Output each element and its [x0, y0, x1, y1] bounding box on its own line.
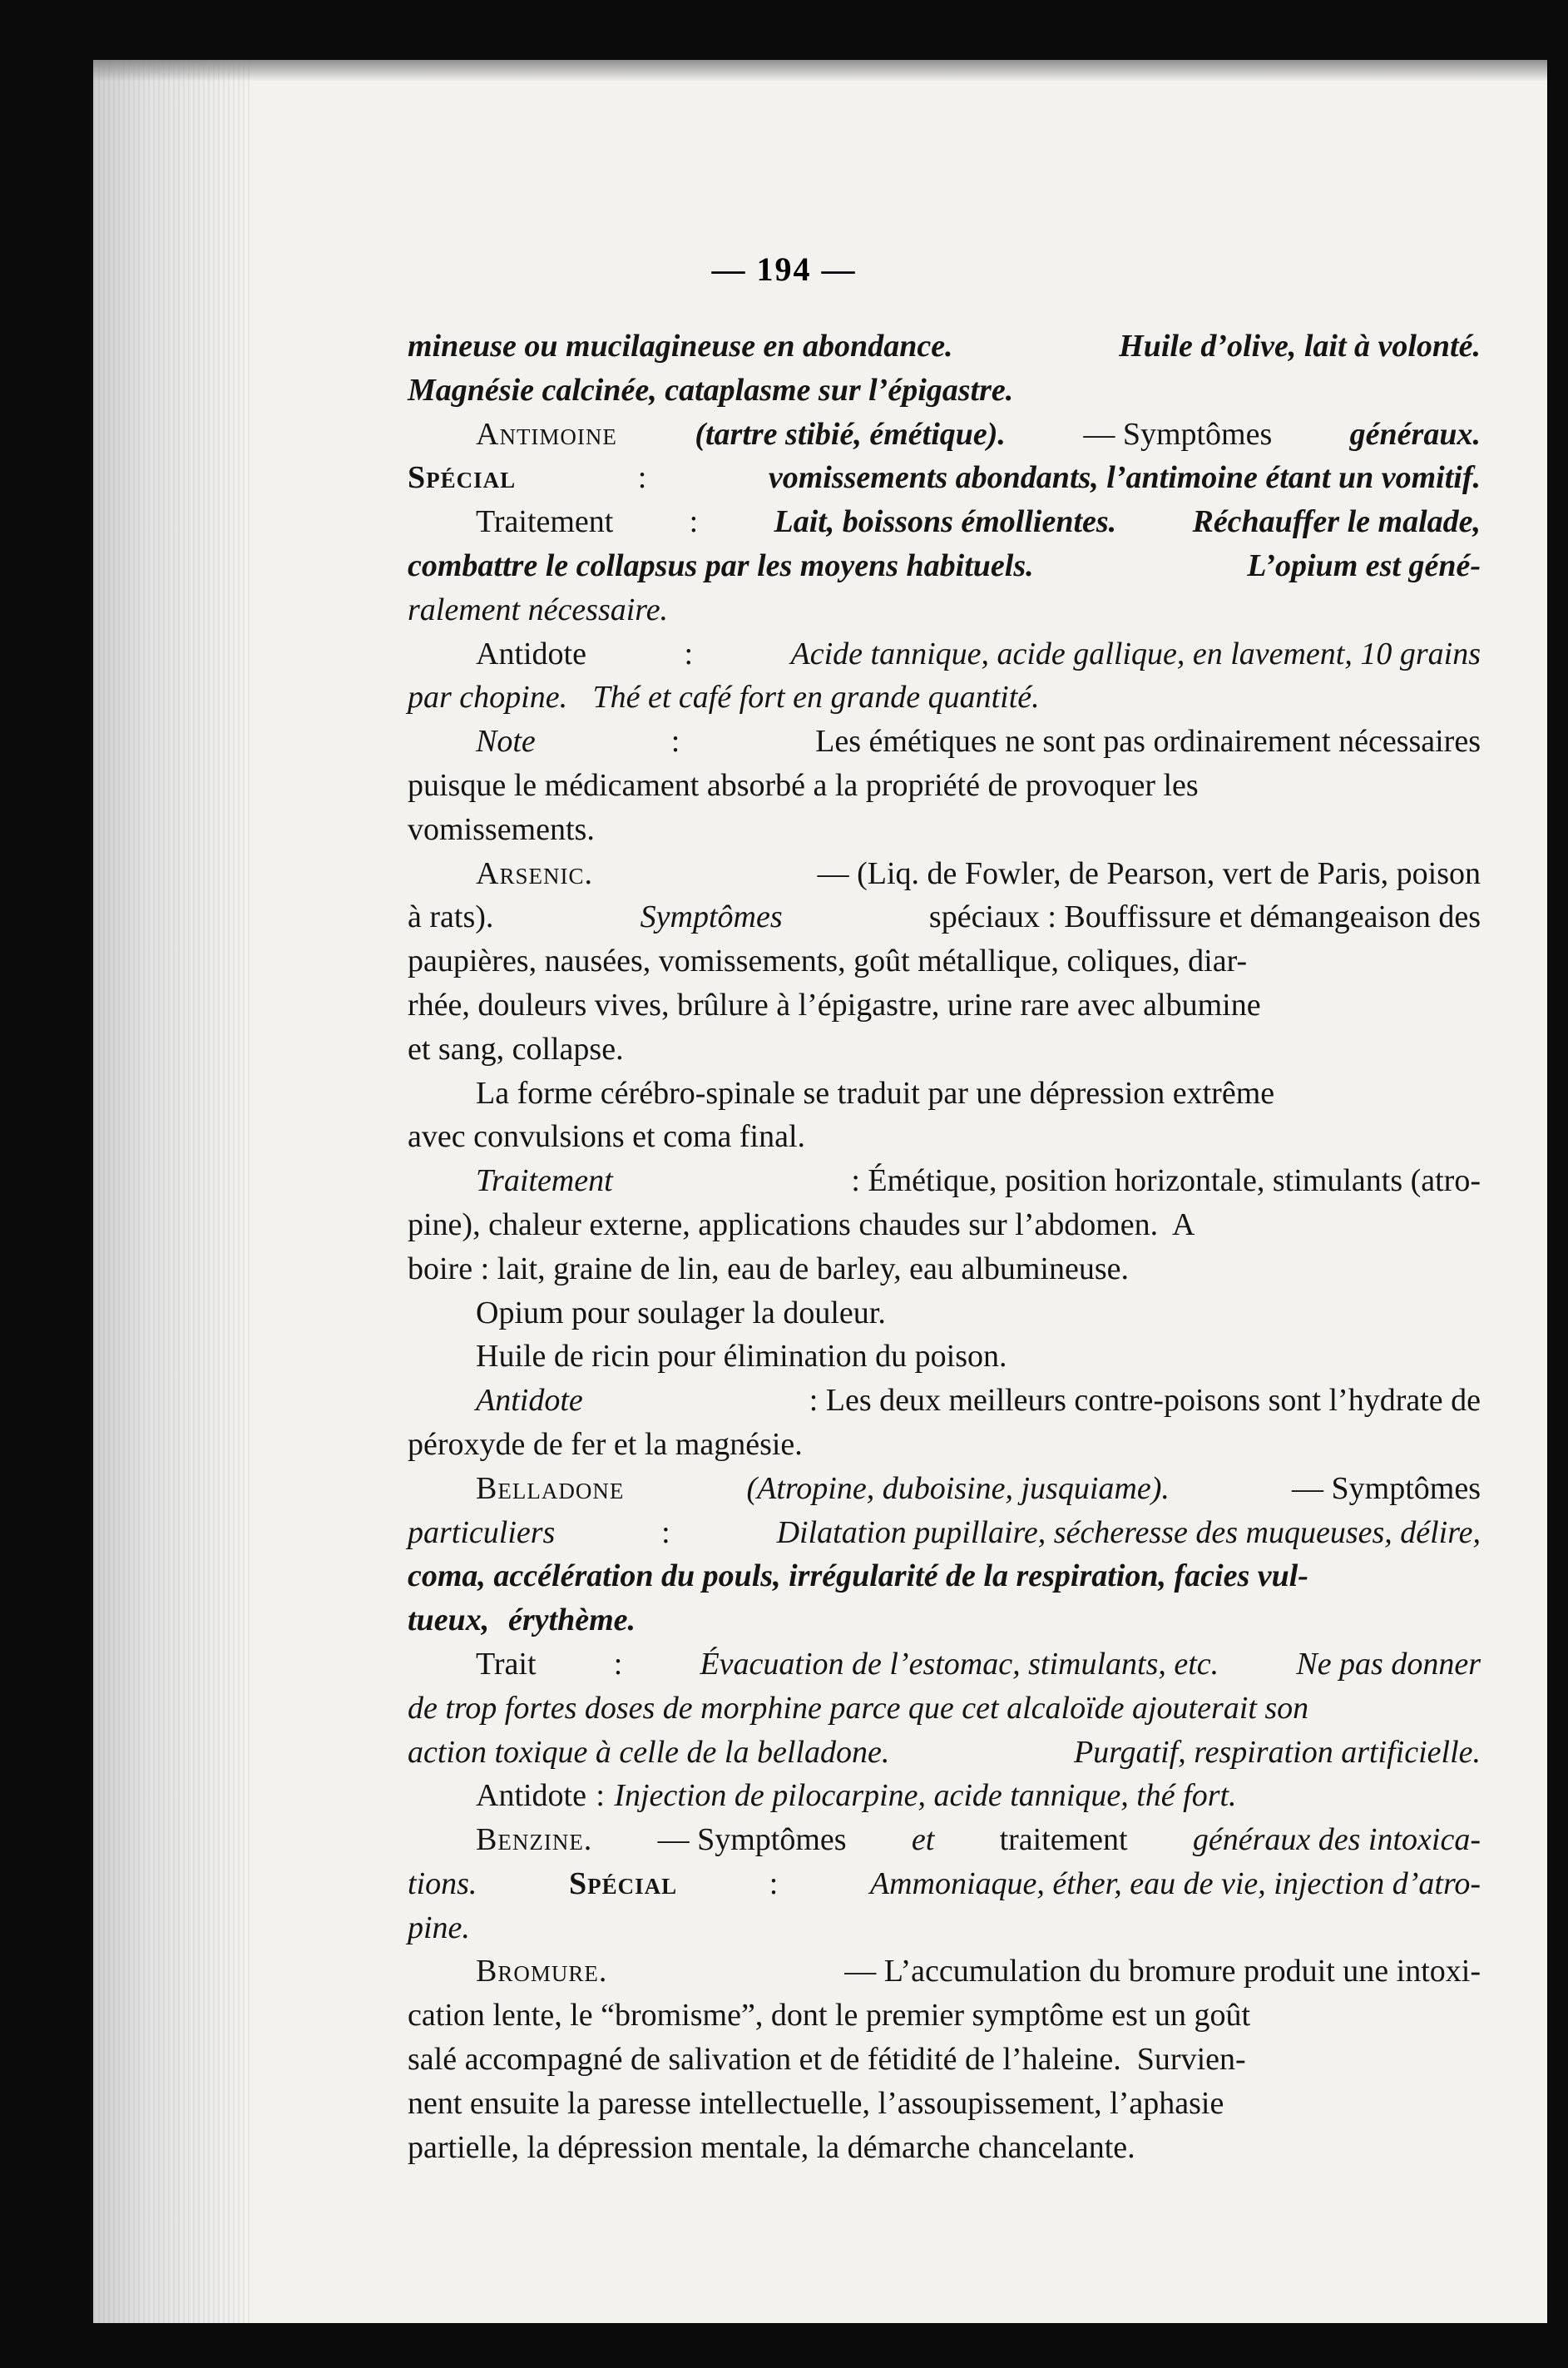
line-segment: Huile de ricin pour élimination du poison.	[476, 1339, 1007, 1375]
line-segment: cation lente, le “bromisme”, dont le premier symptôme est un goût	[408, 1998, 1251, 2034]
line-segment: spéciaux : Bouffissure et démangeaison des	[928, 899, 1481, 935]
line-segment: : Émétique, position horizontale, stimulants (atro-	[851, 1163, 1481, 1199]
line-segment: Évacuation de l’estomac, stimulants, etc.	[700, 1646, 1219, 1682]
text-line	[408, 1906, 1481, 1950]
text-line	[408, 1247, 1481, 1291]
text-line	[408, 1862, 1481, 1906]
line-segment: Lait, boissons émollientes.	[774, 504, 1117, 540]
line-segment: Traitement	[476, 1163, 613, 1199]
text-line	[408, 1467, 1481, 1511]
line-segment: Acide tannique, acide gallique, en lavement, 10 grains	[790, 636, 1481, 671]
line-segment: :	[769, 1865, 779, 1901]
text-line	[408, 1115, 1481, 1159]
line-segment: ralement nécessaire.	[408, 592, 669, 627]
text-line	[408, 1949, 1481, 1994]
line-segment: Thé et café fort en grande quantité.	[592, 680, 1040, 716]
text-line	[408, 1774, 1481, 1818]
line-segment: Opium pour soulager la douleur.	[476, 1295, 886, 1330]
line-segment: — L’accumulation du bromure produit une intoxi-	[844, 1954, 1481, 1989]
line-segment: coma, accélération du pouls, irrégularité de la respiration, facies vul-	[408, 1558, 1308, 1594]
line-segment: péroxyde de fer et la magnésie.	[408, 1426, 803, 1462]
line-segment: Magnésie calcinée, cataplasme sur l’épigastre.	[408, 372, 1014, 408]
line-segment: de trop fortes doses de morphine parce que cet alcaloïde ajouterait son	[408, 1690, 1309, 1726]
line-segment: mineuse ou mucilagineuse en abondance.	[408, 329, 953, 364]
line-segment: Spécial	[568, 1865, 678, 1901]
line-segment: Bromure.	[476, 1954, 608, 1989]
line-segment: et sang, collapse.	[408, 1031, 624, 1067]
text-line	[408, 1642, 1481, 1687]
line-segment: Traitement	[476, 504, 614, 540]
text-line	[408, 369, 1481, 413]
line-segment: boire : lait, graine de lin, eau de barley, eau albumineuse.	[408, 1251, 1129, 1286]
line-segment: :	[684, 636, 694, 671]
text-line	[408, 1159, 1481, 1203]
line-segment: avec convulsions et coma final.	[408, 1119, 806, 1155]
line-segment: Réchauffer le malade,	[1192, 504, 1481, 540]
line-segment: Huile d’olive, lait à volonté.	[1119, 329, 1481, 364]
text-line	[408, 852, 1481, 896]
line-segment: généraux.	[1349, 416, 1481, 452]
line-segment: :	[596, 1778, 605, 1814]
line-segment: Dilatation pupillaire, sécheresse des muqueuses, délire,	[776, 1514, 1481, 1550]
text-line	[408, 1203, 1481, 1247]
line-segment: nent ensuite la paresse intellectuelle, l’assoupissement, l’aphasie	[408, 2085, 1224, 2121]
text-line	[408, 588, 1481, 632]
line-segment: Trait	[476, 1646, 537, 1682]
text-line	[408, 939, 1481, 983]
line-segment: salé accompagné de salivation et de fétidité de l’haleine. Survien-	[408, 2042, 1246, 2078]
line-segment: Belladone	[476, 1470, 625, 1506]
page-gutter-edge	[93, 60, 251, 2323]
text-line	[408, 676, 1481, 720]
line-segment: La forme cérébro-spinale se traduit par une dépression extrême	[476, 1075, 1275, 1111]
line-segment: Injection de pilocarpine, acide tannique, thé fort.	[614, 1778, 1237, 1814]
text-line	[408, 1731, 1481, 1775]
text-line	[408, 1598, 1481, 1642]
text-line	[408, 500, 1481, 544]
text-line	[408, 895, 1481, 939]
line-segment: Ne pas donner	[1296, 1646, 1481, 1682]
line-segment: :	[613, 1646, 623, 1682]
line-segment: Note	[476, 724, 536, 760]
line-segment: à rats).	[408, 899, 494, 935]
line-segment: Purgatif, respiration artificielle.	[1073, 1734, 1481, 1770]
line-segment: puisque le médicament absorbé a la propriété de provoquer les	[408, 767, 1199, 803]
line-segment: (tartre stibié, émétique).	[695, 416, 1006, 452]
line-segment: rhée, douleurs vives, brûlure à l’épigastre, urine rare avec albumine	[408, 987, 1261, 1023]
line-segment: — Symptômes	[1083, 416, 1273, 452]
page-top-shadow	[93, 60, 1547, 82]
line-segment: — (Liq. de Fowler, de Pearson, vert de Paris, poison	[817, 855, 1481, 891]
line-segment: — Symptômes	[1292, 1470, 1481, 1506]
line-segment: (Atropine, duboisine, jusquiame).	[746, 1470, 1170, 1506]
text-line	[408, 1335, 1481, 1379]
line-segment: vomissements abondants, l’antimoine étant un vomitif.	[768, 460, 1481, 496]
line-segment: :	[661, 1514, 670, 1550]
line-segment: partielle, la dépression mentale, la démarche chancelante.	[408, 2129, 1135, 2165]
text-line	[408, 2126, 1481, 2170]
text-line	[408, 1994, 1481, 2038]
line-segment: :	[670, 724, 680, 760]
text-line	[408, 808, 1481, 852]
line-segment: Antidote	[476, 1383, 583, 1419]
page-number: — 194 —	[711, 250, 857, 288]
text-line	[408, 456, 1481, 500]
line-segment: Symptômes	[640, 899, 783, 935]
line-segment: L’opium est géné-	[1247, 547, 1481, 583]
line-segment: Benzine.	[476, 1822, 593, 1858]
text-line	[408, 720, 1481, 764]
line-segment: — Symptômes	[657, 1822, 847, 1858]
line-segment: Antidote	[476, 1778, 586, 1814]
line-segment: :	[689, 504, 699, 540]
text-line	[408, 1291, 1481, 1335]
line-segment: : Les deux meilleurs contre-poisons sont l’hydrate de	[809, 1383, 1481, 1419]
text-line	[408, 1511, 1481, 1555]
text-line	[408, 1687, 1481, 1731]
line-segment: combattre le collapsus par les moyens habituels.	[408, 547, 1034, 583]
line-segment: érythème.	[508, 1603, 636, 1638]
text-line	[408, 544, 1481, 588]
line-segment: généraux des intoxica-	[1192, 1822, 1481, 1858]
text-line	[408, 1818, 1481, 1862]
text-line	[408, 1072, 1481, 1116]
line-segment: Spécial	[408, 460, 517, 496]
line-segment: vomissements.	[408, 811, 595, 847]
text-line	[408, 2038, 1481, 2082]
line-segment: pine.	[408, 1910, 470, 1945]
text-line	[408, 413, 1481, 457]
text-line	[408, 2082, 1481, 2126]
line-segment: traitement	[999, 1822, 1128, 1858]
page-text	[408, 324, 1481, 2169]
line-segment: pine), chaleur externe, applications chaudes sur l’abdomen. A	[408, 1206, 1195, 1242]
line-segment: Arsenic.	[476, 855, 593, 891]
text-line	[408, 1379, 1481, 1423]
text-line	[408, 1554, 1481, 1598]
line-segment: et	[911, 1822, 935, 1858]
line-segment: paupières, nausées, vomissements, goût métallique, coliques, diar-	[408, 944, 1248, 979]
line-segment: Antimoine	[476, 416, 617, 452]
text-line	[408, 764, 1481, 808]
line-segment: Ammoniaque, éther, eau de vie, injection d’atro-	[869, 1865, 1481, 1901]
line-segment: particuliers	[408, 1514, 556, 1550]
line-segment: tueux,	[408, 1603, 490, 1638]
line-segment: Les émétiques ne sont pas ordinairement nécessaires	[815, 724, 1481, 760]
text-line	[408, 324, 1481, 369]
text-line	[408, 983, 1481, 1028]
text-line	[408, 1423, 1481, 1467]
line-segment: action toxique à celle de la belladone.	[408, 1734, 890, 1770]
text-line	[408, 632, 1481, 676]
line-segment: tions.	[408, 1865, 477, 1901]
text-line	[408, 1028, 1481, 1072]
line-segment: par chopine.	[408, 680, 568, 716]
line-segment: Antidote	[476, 636, 586, 671]
line-segment: :	[637, 460, 647, 496]
